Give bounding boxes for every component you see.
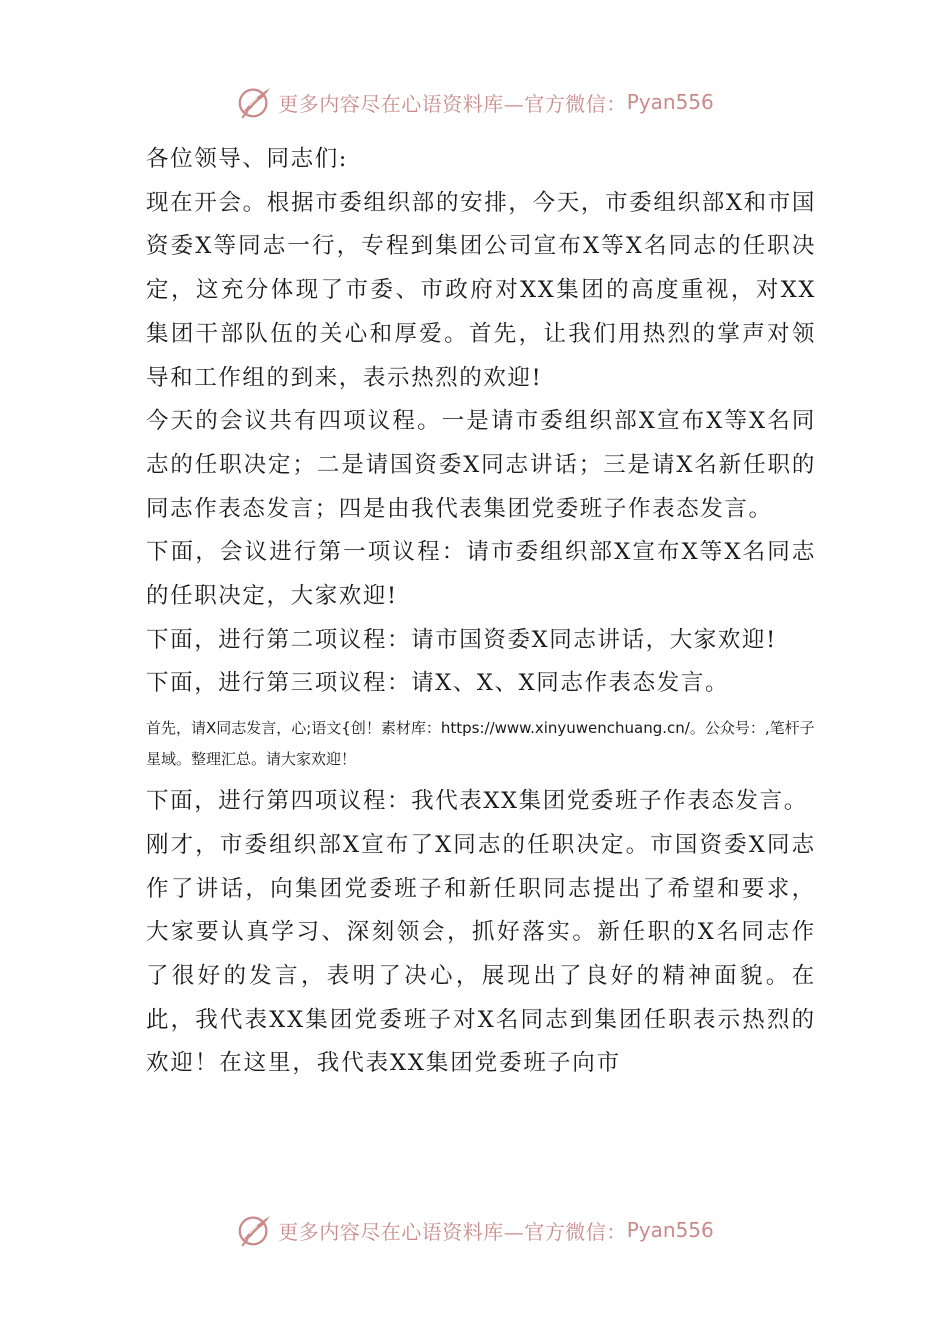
paragraph-item-three: 下面，进行第三项议程：请X、X、X同志作表态发言。 (146, 670, 730, 697)
quill-pen-logo-icon (236, 83, 274, 121)
paragraph-opening: 现在开会。根据市委组织部的安排，今天，市委组织部X和市国资委X等同志一行，专程到集团公司宣布X等X名同志的任职决定，这充分体现了市委、市政府对XX集团的高度重视，对XX集团干部队伍的关心和厚爱。首先，让我们用热烈的掌声对领导和工作组的到来，表示热烈的欢迎! (146, 189, 816, 391)
header-banner (0, 82, 950, 122)
banner-wechat-id: Pyan556 (626, 90, 714, 114)
paragraph-agenda: 今天的会议共有四项议程。一是请市委组织部X宣布X等X名同志的任职决定；二是请国资委X同志讲话；三是请X名新任职的同志作表态发言；四是由我代表集团党委班子作表态发言。 (146, 408, 816, 522)
paragraph-closing: 刚才，市委组织部X宣布了X同志的任职决定。市国资委X同志作了讲话，向集团党委班子和新任职同志提出了希望和要求，大家要认真学习、深刻领会，抓好落实。新任职的X名同志作了很好的发言，表明了决心，展现出了良好的精神面貌。在此，我代表XX集团党委班子对X名同志到集团任职表示热烈的欢迎！在这里，我代表XX集团党委班子向市 (146, 831, 816, 1077)
greeting: 各位领导、同志们: (146, 146, 348, 172)
quill-pen-logo-icon (236, 1211, 274, 1249)
source-note: 首先，请X同志发言，心;语文{创！素材库：https://www.xinyuwenchuang.cn/。公众号：,笔杆子星域。整理汇总。请大家欢迎！ (146, 719, 815, 769)
banner-title: 更多内容尽在心语资料库—官方微信： (278, 91, 627, 116)
footer-banner-title: 更多内容尽在心语资料库—官方微信： (278, 1219, 627, 1244)
paragraph-item-two: 下面，进行第二项议程：请市国资委X同志讲话，大家欢迎! (146, 626, 777, 653)
paragraph-item-one: 下面，会议进行第一项议程：请市委组织部X宣布X等X名同志的任职决定，大家欢迎! (146, 539, 816, 610)
document-body (146, 138, 816, 1086)
paragraph-item-four: 下面，进行第四项议程：我代表XX集团党委班子作表态发言。 (146, 788, 808, 815)
footer-banner-wechat-id: Pyan556 (626, 1218, 714, 1242)
footer-banner (0, 1210, 950, 1250)
